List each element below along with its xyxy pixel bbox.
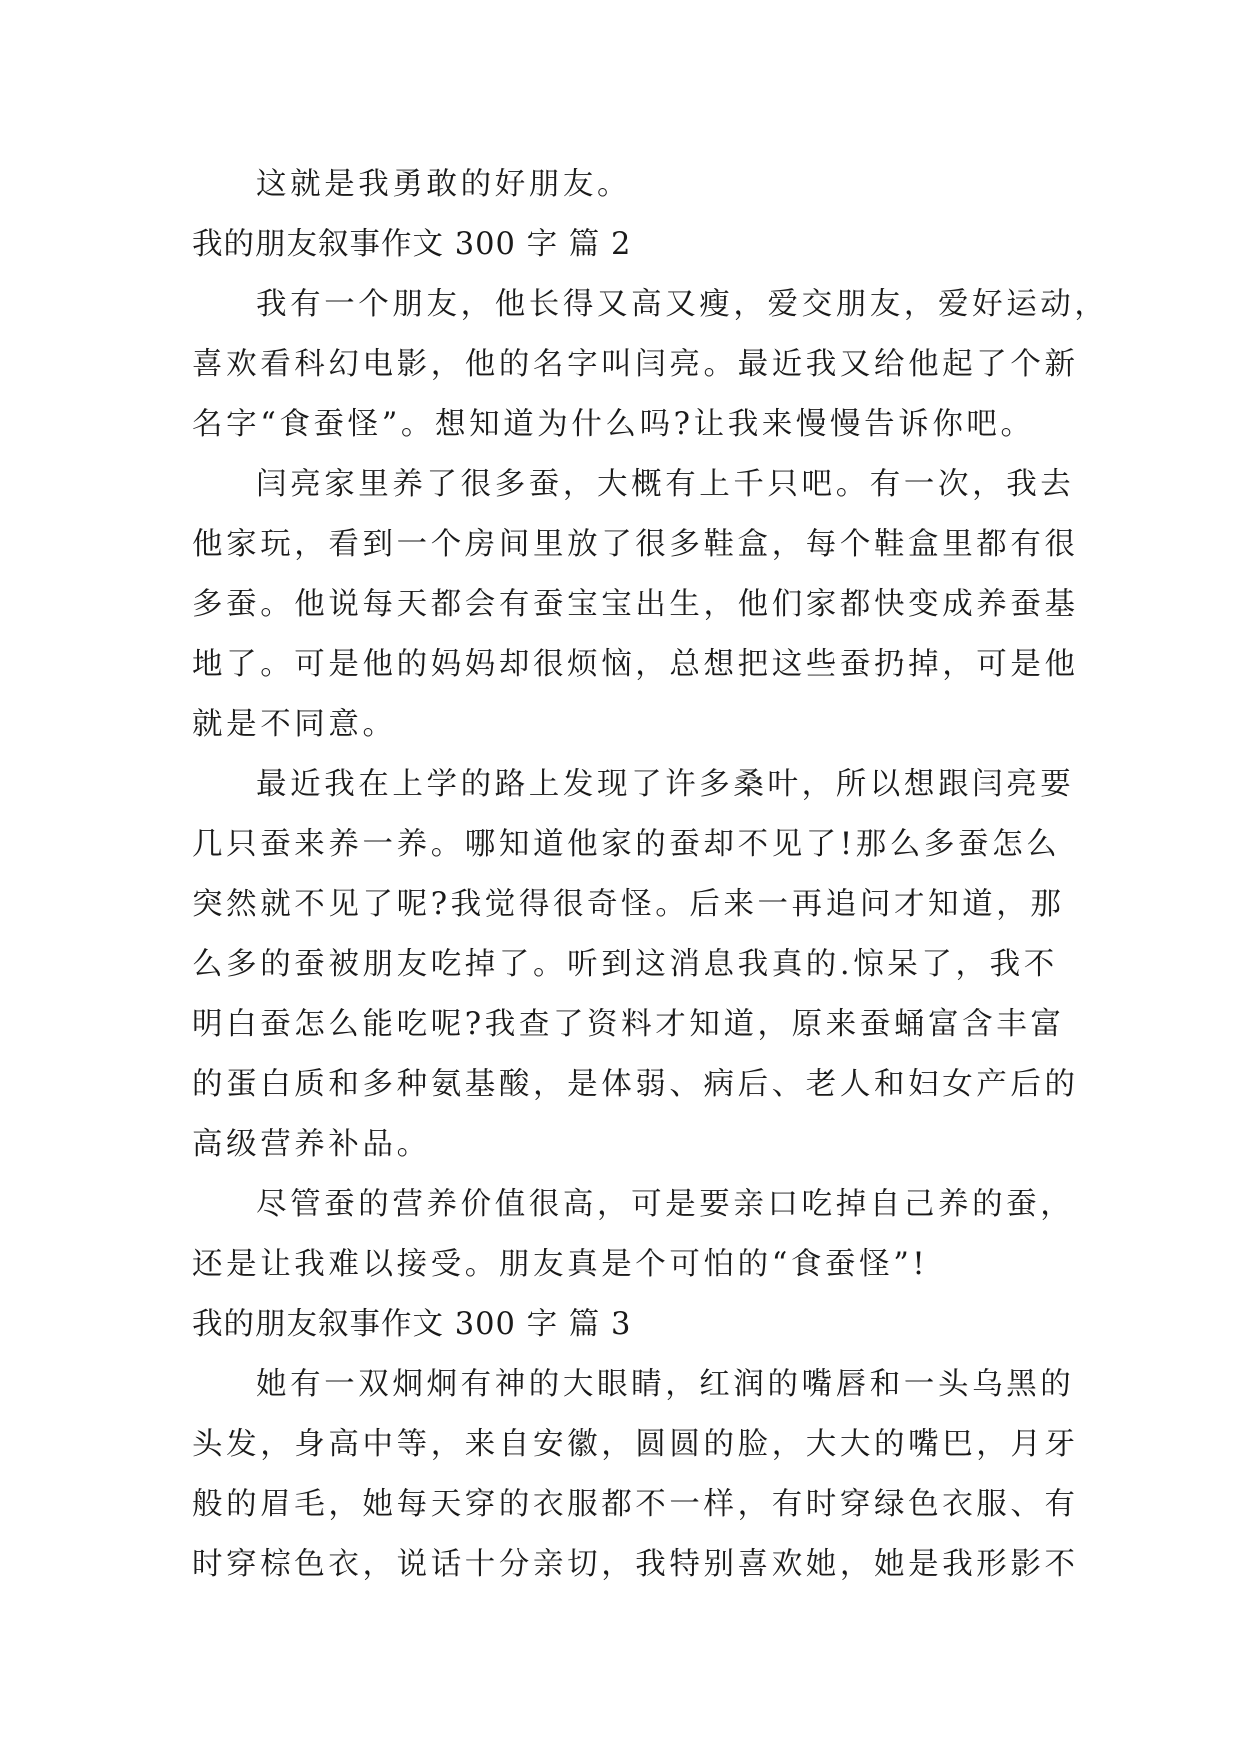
paragraph-line: 尽管蚕的营养价值很高，可是要亲口吃掉自己养的蚕，	[256, 1187, 1075, 1222]
paragraph-line: 他家玩，看到一个房间里放了很多鞋盒，每个鞋盒里都有很	[192, 527, 1079, 562]
paragraph-line: 的蛋白质和多种氨基酸，是体弱、病后、老人和妇女产后的	[192, 1067, 1079, 1102]
paragraph-line: 突然就不见了呢?我觉得很奇怪。后来一再追问才知道，那	[192, 887, 1065, 922]
section-heading: 我的朋友叙事作文 300 字 篇 2	[192, 227, 632, 262]
paragraph-line: 最近我在上学的路上发现了许多桑叶，所以想跟闫亮要	[256, 767, 1075, 802]
paragraph-line: 还是让我难以接受。朋友真是个可怕的“食蚕怪”!	[192, 1247, 929, 1282]
paragraph-line: 头发，身高中等，来自安徽，圆圆的脸，大大的嘴巴，月牙	[192, 1427, 1079, 1462]
paragraph-line: 般的眉毛，她每天穿的衣服都不一样，有时穿绿色衣服、有	[192, 1487, 1079, 1522]
paragraph-line: 明白蚕怎么能吃呢?我查了资料才知道，原来蚕蛹富含丰富	[192, 1007, 1065, 1042]
paragraph-line: 高级营养补品。	[192, 1127, 431, 1162]
paragraph-line: 喜欢看科幻电影，他的名字叫闫亮。最近我又给他起了个新	[192, 347, 1079, 382]
paragraph-line: 么多的蚕被朋友吃掉了。听到这消息我真的.惊呆了，我不	[192, 947, 1058, 982]
paragraph-line: 我有一个朋友，他长得又高又瘦，爱交朋友，爱好运动，	[256, 287, 1109, 322]
paragraph-line: 这就是我勇敢的好朋友。	[256, 167, 632, 202]
paragraph-line: 几只蚕来养一养。哪知道他家的蚕却不见了!那么多蚕怎么	[192, 827, 1061, 862]
paragraph-line: 时穿棕色衣，说话十分亲切，我特别喜欢她，她是我形影不	[192, 1547, 1079, 1582]
paragraph-line: 闫亮家里养了很多蚕，大概有上千只吧。有一次，我去	[256, 467, 1075, 502]
paragraph-line: 就是不同意。	[192, 707, 397, 742]
paragraph-line: 多蚕。他说每天都会有蚕宝宝出生，他们家都快变成养蚕基	[192, 587, 1079, 622]
paragraph-line: 名字“食蚕怪”。想知道为什么吗?让我来慢慢告诉你吧。	[192, 407, 1035, 442]
paragraph-line: 地了。可是他的妈妈却很烦恼，总想把这些蚕扔掉，可是他	[192, 647, 1079, 682]
section-heading: 我的朋友叙事作文 300 字 篇 3	[192, 1307, 632, 1342]
paragraph-line: 她有一双炯炯有神的大眼睛，红润的嘴唇和一头乌黑的	[256, 1367, 1075, 1402]
